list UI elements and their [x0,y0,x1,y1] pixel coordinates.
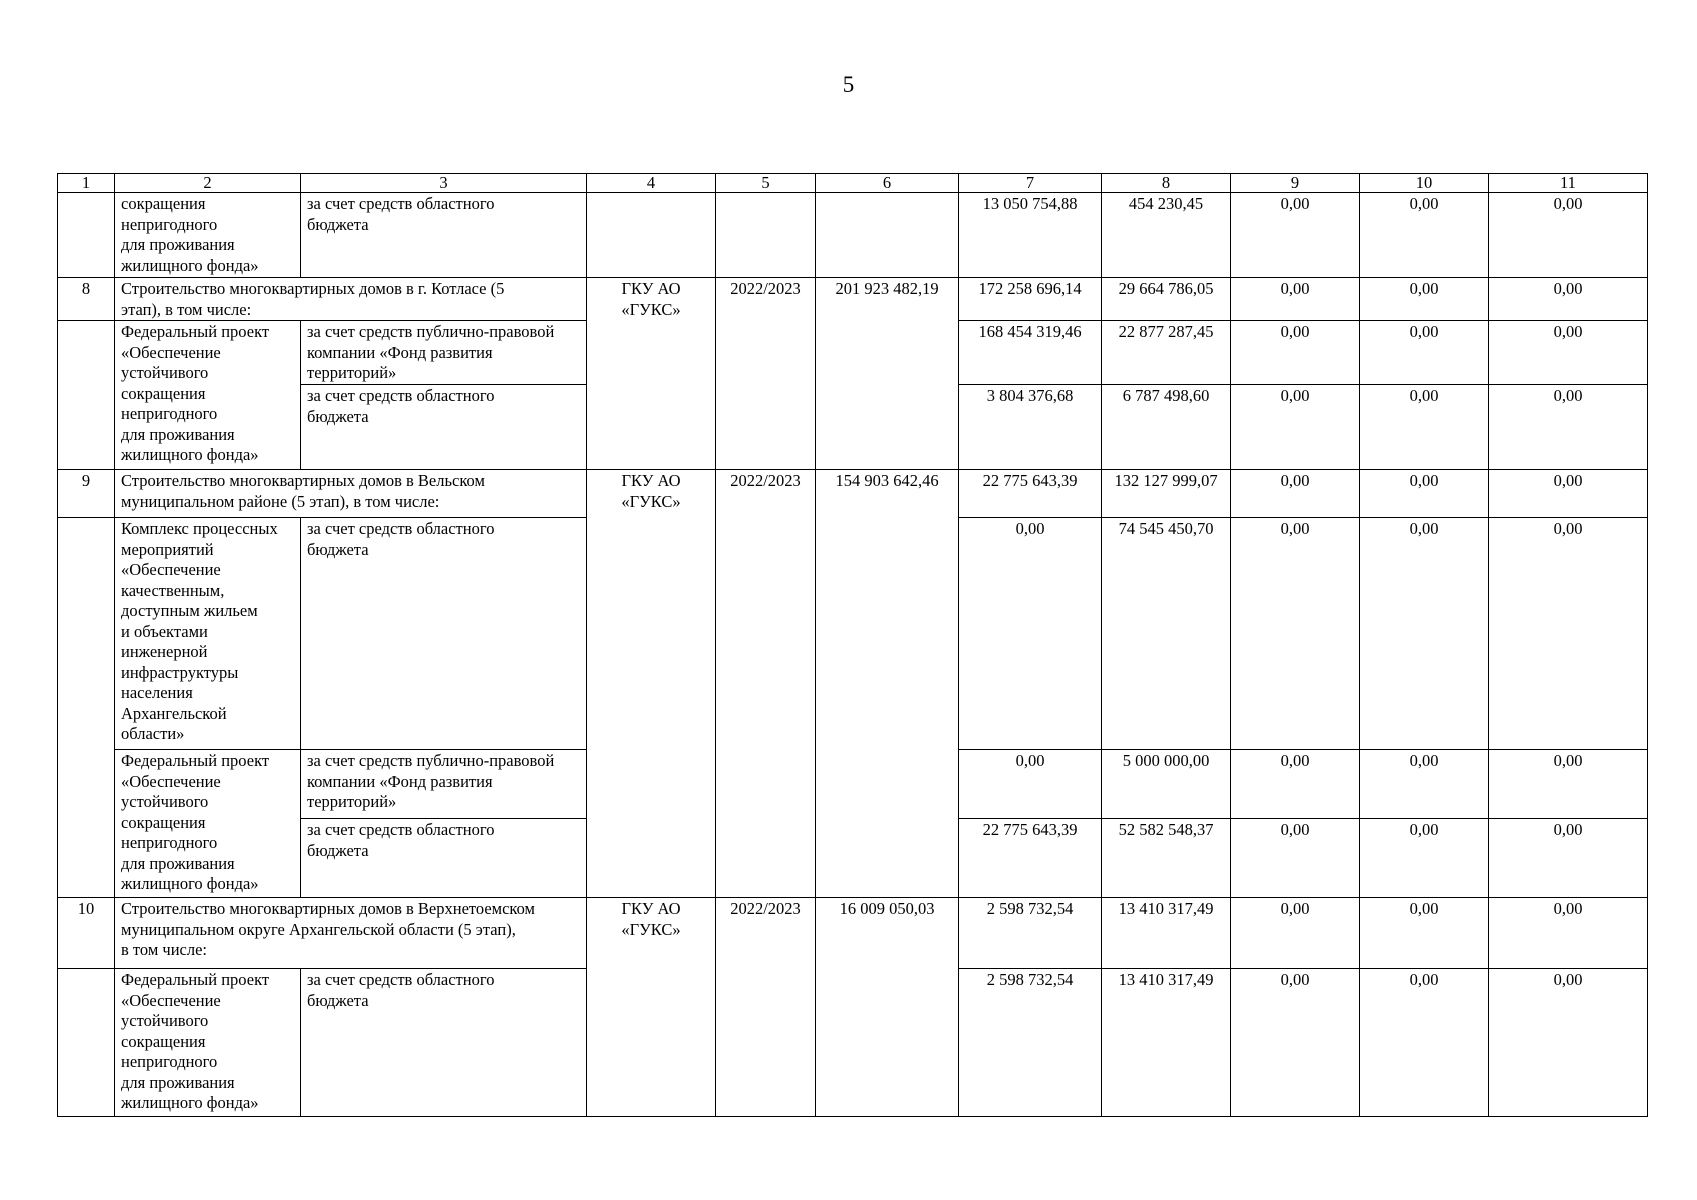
amount-cell: 0,00 [1231,969,1360,1117]
column-header: 8 [1102,174,1231,193]
amount-cell: 0,00 [1360,470,1489,518]
funding-source-cell: за счет средств публично-правовой компании «Фонд развития территорий» [301,321,587,385]
row-number-cell [58,193,115,278]
project-name-cell: Федеральный проект «Обеспечение устойчивого сокращения непригодного для проживания жилищного фонда» [115,969,301,1117]
amount-cell: 0,00 [1231,898,1360,969]
total-cell: 201 923 482,19 [816,278,959,470]
amount-cell: 0,00 [1231,278,1360,321]
executor-cell: ГКУ АО «ГУКС» [587,278,716,470]
amount-cell: 0,00 [1231,518,1360,750]
table-row [58,278,1648,321]
amount-cell: 52 582 548,37 [1102,819,1231,898]
amount-cell: 0,00 [1360,193,1489,278]
amount-cell: 0,00 [1360,898,1489,969]
column-header-row [58,174,1648,193]
table-row [58,193,1648,278]
funding-source-cell: за счет средств областного бюджета [301,193,587,278]
column-header: 2 [115,174,301,193]
period-cell [716,193,816,278]
amount-cell: 74 545 450,70 [1102,518,1231,750]
amount-cell: 0,00 [1360,750,1489,819]
amount-cell: 5 000 000,00 [1102,750,1231,819]
row-number-cell: 9 [58,470,115,518]
executor-cell [587,193,716,278]
funding-source-cell: за счет средств публично-правовой компании «Фонд развития территорий» [301,750,587,819]
column-header: 7 [959,174,1102,193]
amount-cell: 0,00 [1489,518,1648,750]
column-header: 9 [1231,174,1360,193]
table-row [58,470,1648,518]
total-cell: 154 903 642,46 [816,470,959,898]
amount-cell: 0,00 [1489,969,1648,1117]
period-cell: 2022/2023 [716,898,816,1117]
row-number-cell: 10 [58,898,115,969]
amount-cell: 0,00 [959,750,1102,819]
amount-cell: 22 775 643,39 [959,819,1102,898]
project-name-cell: Федеральный проект «Обеспечение устойчивого сокращения непригодного для проживания жилищного фонда» [115,750,301,898]
amount-cell: 0,00 [1360,819,1489,898]
amount-cell: 2 598 732,54 [959,969,1102,1117]
page-number: 5 [842,72,855,97]
amount-cell: 22 775 643,39 [959,470,1102,518]
amount-cell: 0,00 [1489,898,1648,969]
amount-cell: 0,00 [959,518,1102,750]
amount-cell: 13 410 317,49 [1102,969,1231,1117]
amount-cell: 0,00 [1489,321,1648,385]
budget-table [57,173,1648,1117]
amount-cell: 13 050 754,88 [959,193,1102,278]
total-cell: 16 009 050,03 [816,898,959,1117]
amount-cell: 0,00 [1231,321,1360,385]
amount-cell: 0,00 [1360,385,1489,470]
amount-cell: 0,00 [1489,193,1648,278]
executor-cell: ГКУ АО «ГУКС» [587,898,716,1117]
row-number-cell: 8 [58,278,115,321]
row-number-cell [58,969,115,1117]
project-name-cell: сокращения непригодного для проживания жилищного фонда» [115,193,301,278]
funding-source-cell: за счет средств областного бюджета [301,969,587,1117]
project-name-cell: Федеральный проект «Обеспечение устойчивого сокращения непригодного для проживания жилищного фонда» [115,321,301,470]
column-header: 6 [816,174,959,193]
column-header: 10 [1360,174,1489,193]
amount-cell: 3 804 376,68 [959,385,1102,470]
amount-cell: 13 410 317,49 [1102,898,1231,969]
object-title-cell: Строительство многоквартирных домов в Вельском муниципальном районе (5 этап), в том числе: [115,470,587,518]
amount-cell: 0,00 [1360,969,1489,1117]
amount-cell: 22 877 287,45 [1102,321,1231,385]
column-header: 4 [587,174,716,193]
period-cell: 2022/2023 [716,470,816,898]
object-title-cell: Строительство многоквартирных домов в Верхнетоемском муниципальном округе Архангельской области (5 этап), в том числе: [115,898,587,969]
table-row [58,898,1648,969]
object-title-cell: Строительство многоквартирных домов в г. Котласе (5 этап), в том числе: [115,278,587,321]
column-header: 5 [716,174,816,193]
amount-cell: 0,00 [1360,278,1489,321]
amount-cell: 454 230,45 [1102,193,1231,278]
amount-cell: 0,00 [1231,750,1360,819]
row-number-cell [58,518,115,898]
amount-cell: 0,00 [1231,193,1360,278]
amount-cell: 6 787 498,60 [1102,385,1231,470]
amount-cell: 0,00 [1231,470,1360,518]
amount-cell: 29 664 786,05 [1102,278,1231,321]
column-header: 1 [58,174,115,193]
amount-cell: 0,00 [1231,385,1360,470]
amount-cell: 0,00 [1489,819,1648,898]
funding-source-cell: за счет средств областного бюджета [301,518,587,750]
executor-cell: ГКУ АО «ГУКС» [587,470,716,898]
column-header: 3 [301,174,587,193]
amount-cell: 0,00 [1360,321,1489,385]
amount-cell: 0,00 [1489,750,1648,819]
project-name-cell: Комплекс процессных мероприятий «Обеспечение качественным, доступным жильем и объектами инженерной инфраструктуры населения Архангельской области» [115,518,301,750]
period-cell: 2022/2023 [716,278,816,470]
amount-cell: 0,00 [1489,278,1648,321]
amount-cell: 0,00 [1489,385,1648,470]
amount-cell: 0,00 [1360,518,1489,750]
amount-cell: 0,00 [1489,470,1648,518]
amount-cell: 168 454 319,46 [959,321,1102,385]
total-cell [816,193,959,278]
funding-source-cell: за счет средств областного бюджета [301,819,587,898]
column-header: 11 [1489,174,1648,193]
amount-cell: 132 127 999,07 [1102,470,1231,518]
amount-cell: 172 258 696,14 [959,278,1102,321]
funding-source-cell: за счет средств областного бюджета [301,385,587,470]
amount-cell: 0,00 [1231,819,1360,898]
amount-cell: 2 598 732,54 [959,898,1102,969]
row-number-cell [58,321,115,470]
